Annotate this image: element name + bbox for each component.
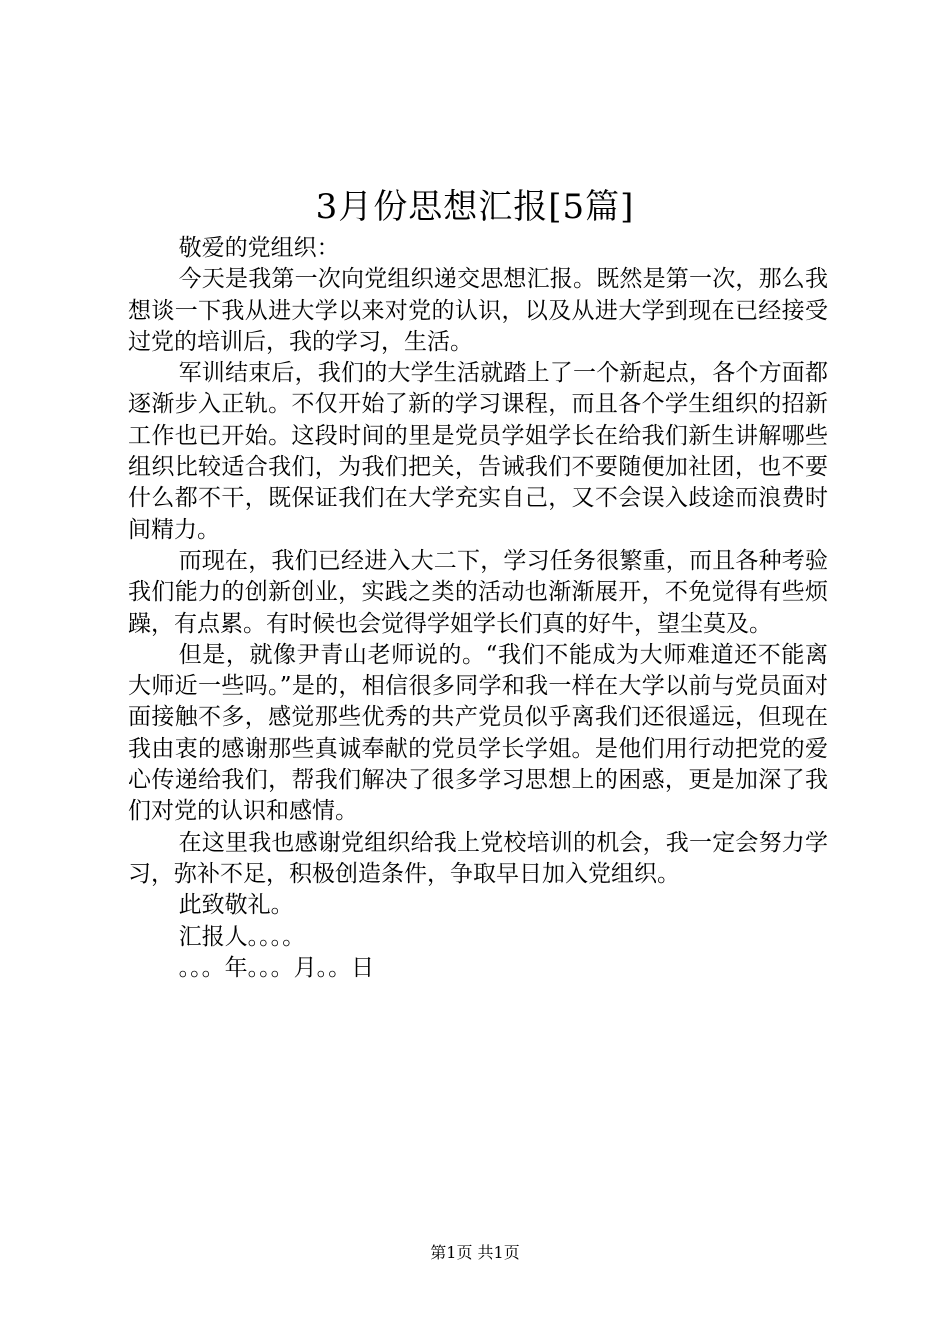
paragraph-5: 在这里我也感谢党组织给我上党校培训的机会，我一定会努力学习，弥补不足，积极创造条件，争取早日加入党组织。 (128, 829, 828, 887)
paragraph-1: 今天是我第一次向党组织递交思想汇报。既然是第一次，那么我想谈一下我从进大学以来对党的认识，以及从进大学到现在已经接受过党的培训后，我的学习，生活。 (128, 266, 828, 355)
document-body (128, 233, 828, 984)
closing-line: 此致敬礼。 (178, 892, 294, 919)
paragraph-2: 军训结束后，我们的大学生活就踏上了一个新起点，各个方面都逐渐步入正轨。不仅开始了新的学习课程，而且各个学生组织的招新工作也已开始。这段时间的里是党员学姐学长在给我们新生讲解哪些组织比较适合我们，为我们把关，告诫我们不要随便加社团，也不要什么都不干，既保证我们在大学充实自己，又不会误入歧途而浪费时间精力。 (128, 360, 828, 543)
page-footer: 第1页 共1页 (430, 1243, 520, 1262)
date-line: 。。。年。。。月。。日 (178, 954, 375, 981)
salutation: 敬爱的党组织： (178, 235, 340, 261)
paragraph-4: 但是，就像尹青山老师说的。“我们不能成为大师难道还不能离大师近一些吗。”是的，相信很多同学和我一样在大学以前与党员面对面接触不多，感觉那些优秀的共产党员似乎离我们还很遥远，但现在我由衷的感谢那些真诚奉献的党员学长学姐。是他们用行动把党的爱心传递给我们，帮我们解决了很多学习思想上的困惑，更是加深了我们对党的认识和感情。 (128, 641, 828, 825)
reporter-line: 汇报人。。。。 (178, 923, 306, 950)
document-title: 3月份思想汇报[5篇] (315, 187, 635, 227)
paragraph-3: 而现在，我们已经进入大二下，学习任务很繁重，而且各种考验我们能力的创新创业，实践之类的活动也渐渐展开，不免觉得有些烦躁，有点累。有时候也会觉得学姐学长们真的好牛，望尘莫及。 (128, 547, 828, 637)
